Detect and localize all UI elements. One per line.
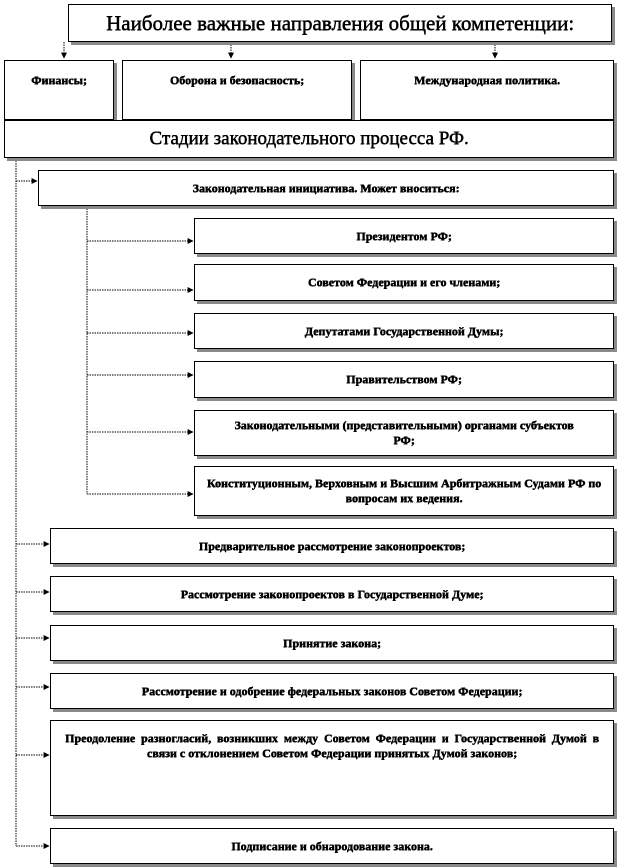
stage-disagreement-resolution: Преодоление разногласий, возникших между Советом Федерации и Государственной Думой в связи с отклонением Советом Федерации принятых Думой законов; [50, 720, 614, 816]
subject-regional-legislatures: Законодательными (представительными) органами субъектов РФ; [194, 410, 614, 456]
stage-law-adoption: Принятие закона; [50, 625, 614, 661]
stage-federation-council-approval: Рассмотрение и одобрение федеральных законов Советом Федерации; [50, 673, 614, 709]
competence-finance: Финансы; [4, 60, 114, 120]
initiative-box: Законодательная инициатива. Может вноситься: [38, 170, 614, 206]
subject-government: Правительством РФ; [194, 361, 614, 398]
stage-preliminary-review: Предварительное рассмотрение законопроектов; [50, 528, 614, 564]
stage-duma-review: Рассмотрение законопроектов в Государственной Думе; [50, 576, 614, 612]
competence-intl-policy: Международная политика. [360, 60, 614, 120]
subject-courts: Конституционным, Верховным и Высшим Арбитражным Судами РФ по вопросам их ведения. [194, 466, 614, 516]
subject-duma-deputies: Депутатами Государственной Думы; [194, 313, 614, 349]
subject-federation-council: Советом Федерации и его членами; [194, 264, 614, 301]
subject-president: Президентом РФ; [194, 218, 614, 254]
competence-heading: Наиболее важные направления общей компетенции: [68, 4, 612, 42]
stages-title: Стадии законодательного процесса РФ. [4, 120, 614, 158]
competence-defense: Оборона и безопасность; [122, 60, 352, 120]
stage-signing-promulgation: Подписание и обнародование закона. [50, 828, 614, 864]
